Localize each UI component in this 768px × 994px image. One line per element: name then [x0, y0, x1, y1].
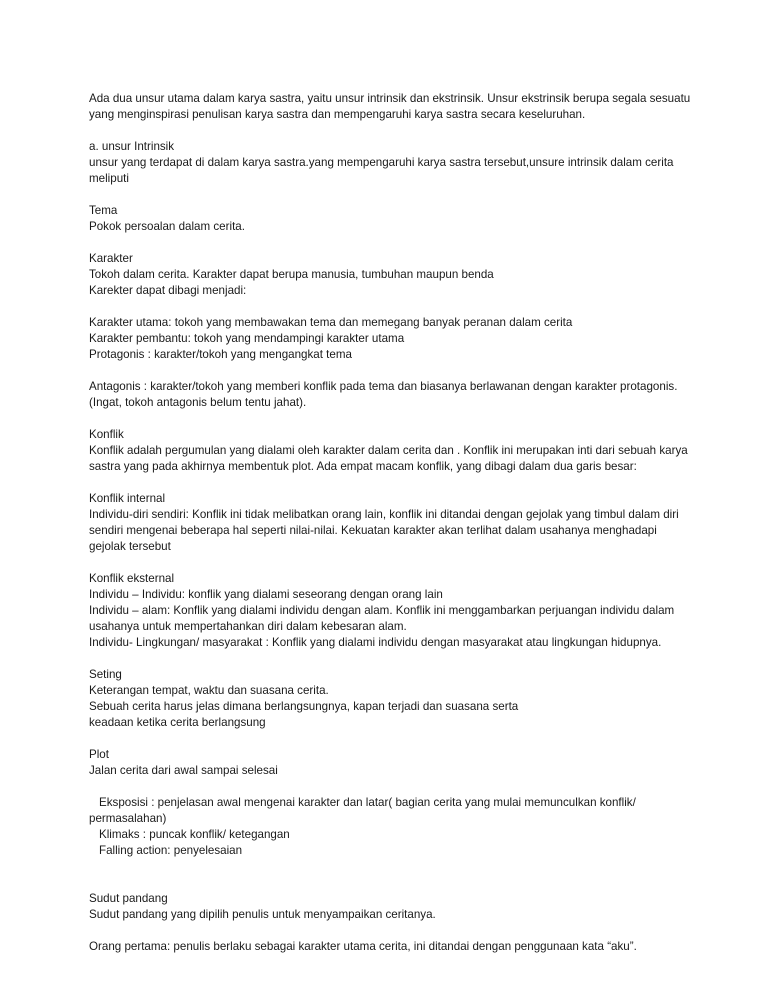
- text-line: Protagonis : karakter/tokoh yang mengangkat tema: [89, 348, 352, 361]
- text-line: Karakter pembantu: tokoh yang mendampingi karakter utama: [89, 332, 405, 345]
- paragraph-konflik-internal: [89, 491, 689, 555]
- section-heading: Konflik internal: [89, 492, 166, 505]
- paragraph-seting: [89, 667, 689, 731]
- paragraph-sudut-pandang: [89, 891, 689, 923]
- text-line: Antagonis : karakter/tokoh yang memberi konflik pada tema dan biasanya berlawanan dengan karakter protagonis.: [89, 380, 678, 393]
- paragraph-karakter: [89, 251, 689, 299]
- text-line: sastra yang pada akhirnya membentuk plot. Ada empat macam konflik, yang dibagi dalam dua garis besar:: [89, 460, 637, 473]
- text-line: Pokok persoalan dalam cerita.: [89, 220, 245, 233]
- text-line: Konflik adalah pergumulan yang dialami oleh karakter dalam cerita dan . Konflik ini merupakan inti dari sebuah karya: [89, 444, 688, 457]
- text-line: Ada dua unsur utama dalam karya sastra, yaitu unsur intrinsik dan ekstrinsik. Unsur ekstrinsik berupa segala sesuatu: [89, 92, 691, 105]
- paragraph-intro: [89, 91, 689, 123]
- text-line: Eksposisi : penjelasan awal mengenai karakter dan latar( bagian cerita yang mulai memunculkan konflik/: [99, 796, 636, 809]
- text-line: Keterangan tempat, waktu dan suasana cerita.: [89, 684, 329, 697]
- text-line: permasalahan): [89, 812, 167, 825]
- text-line: Falling action: penyelesaian: [99, 844, 243, 857]
- paragraph-konflik-eksternal: [89, 571, 689, 651]
- text-line: gejolak tersebut: [89, 540, 171, 553]
- text-line: Sebuah cerita harus jelas dimana berlangsungnya, kapan terjadi dan suasana serta: [89, 700, 519, 713]
- section-heading: Tema: [89, 204, 118, 217]
- section-heading: a. unsur Intrinsik: [89, 140, 175, 153]
- document-page: [89, 91, 689, 971]
- text-line: Karekter dapat dibagi menjadi:: [89, 284, 247, 297]
- text-line: yang menginspirasi penulisan karya sastra dan mempengaruhi karya sastra secara keseluruhan.: [89, 108, 586, 121]
- text-line: Klimaks : puncak konflik/ ketegangan: [99, 828, 290, 841]
- text-line: meliputi: [89, 172, 129, 185]
- paragraph-tema: [89, 203, 689, 235]
- paragraph-orang-pertama: [89, 939, 689, 955]
- section-heading: Plot: [89, 748, 109, 761]
- text-line: Individu-diri sendiri: Konflik ini tidak melibatkan orang lain, konflik ini ditandai dengan gejolak yang timbul dalam diri: [89, 508, 679, 521]
- text-line: Jalan cerita dari awal sampai selesai: [89, 764, 278, 777]
- text-line: unsur yang terdapat di dalam karya sastra.yang mempengaruhi karya sastra tersebut,unsure intrinsik dalam cerita: [89, 156, 674, 169]
- section-heading: Konflik eksternal: [89, 572, 175, 585]
- text-line: Orang pertama: penulis berlaku sebagai karakter utama cerita, ini ditandai dengan penggunaan kata “aku”.: [89, 940, 637, 953]
- text-line: Tokoh dalam cerita. Karakter dapat berupa manusia, tumbuhan maupun benda: [89, 268, 494, 281]
- paragraph-antagonis: [89, 379, 689, 411]
- text-line: keadaan ketika cerita berlangsung: [89, 716, 266, 729]
- text-line: Individu – alam: Konflik yang dialami individu dengan alam. Konflik ini menggambarkan perjuangan individu dalam: [89, 604, 675, 617]
- text-line: usahanya untuk mempertahankan diri dalam kebesaran alam.: [89, 620, 407, 633]
- paragraph-plot-parts: [89, 795, 689, 859]
- text-line: Individu – Individu: konflik yang dialami seseorang dengan orang lain: [89, 588, 443, 601]
- paragraph-unsur-intrinsik: [89, 139, 689, 187]
- text-line: Karakter utama: tokoh yang membawakan tema dan memegang banyak peranan dalam cerita: [89, 316, 573, 329]
- paragraph-plot: [89, 747, 689, 779]
- section-heading: Karakter: [89, 252, 133, 265]
- text-line: sendiri mengenai beberapa hal seperti nilai-nilai. Kekuatan karakter akan terlihat dalam usahanya menghadapi: [89, 524, 657, 537]
- paragraph-konflik: [89, 427, 689, 475]
- text-line: (Ingat, tokoh antagonis belum tentu jahat).: [89, 396, 307, 409]
- text-line: Sudut pandang yang dipilih penulis untuk menyampaikan ceritanya.: [89, 908, 436, 921]
- paragraph-karakter-types: [89, 315, 689, 363]
- text-line: Individu- Lingkungan/ masyarakat : Konflik yang dialami individu dengan masyarakat atau lingkungan hidupnya.: [89, 636, 662, 649]
- section-heading: Seting: [89, 668, 122, 681]
- section-heading: Konflik: [89, 428, 124, 441]
- section-heading: Sudut pandang: [89, 892, 168, 905]
